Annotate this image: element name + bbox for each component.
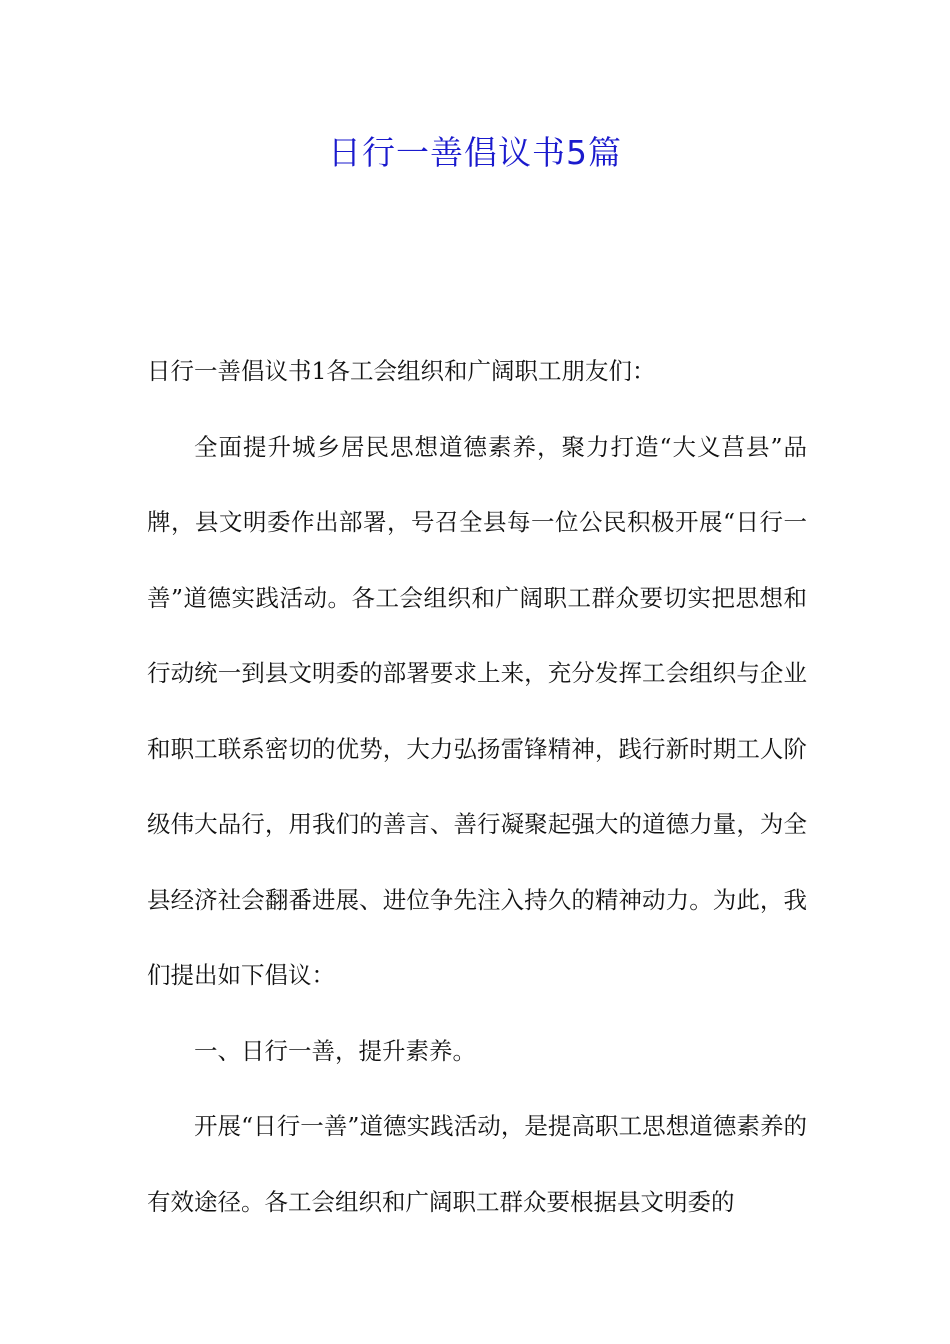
body-paragraph: 全面提升城乡居民思想道德素养，聚力打造“大义莒县”品牌，县文明委作出部署，号召全县每一位公民积极开展“日行一善”道德实践活动。各工会组织和广阔职工群众要切实把思想和行动统一到县文明委的部署要求上来，充分发挥工会组织与企业和职工联系密切的优势，大力弘扬雷锋精神，践行新时期工人阶级伟大品行，用我们的善言、善行凝聚起强大的道德力量，为全县经济社会翻番进展、进位争先注入持久的精神动力。为此，我们提出如下倡议： <box>147 432 807 989</box>
document-title: 日行一善倡议书5篇 <box>328 133 622 172</box>
section-heading: 一、日行一善，提升素养。 <box>194 1036 476 1065</box>
salutation-paragraph: 日行一善倡议书1各工会组织和广阔职工朋友们： <box>147 357 656 385</box>
body-paragraph: 开展“日行一善”道德实践活动，是提高职工思想道德素养的有效途径。各工会组织和广阔职工群众要根据县文明委的 <box>147 1112 807 1216</box>
document-body <box>147 334 807 1240</box>
